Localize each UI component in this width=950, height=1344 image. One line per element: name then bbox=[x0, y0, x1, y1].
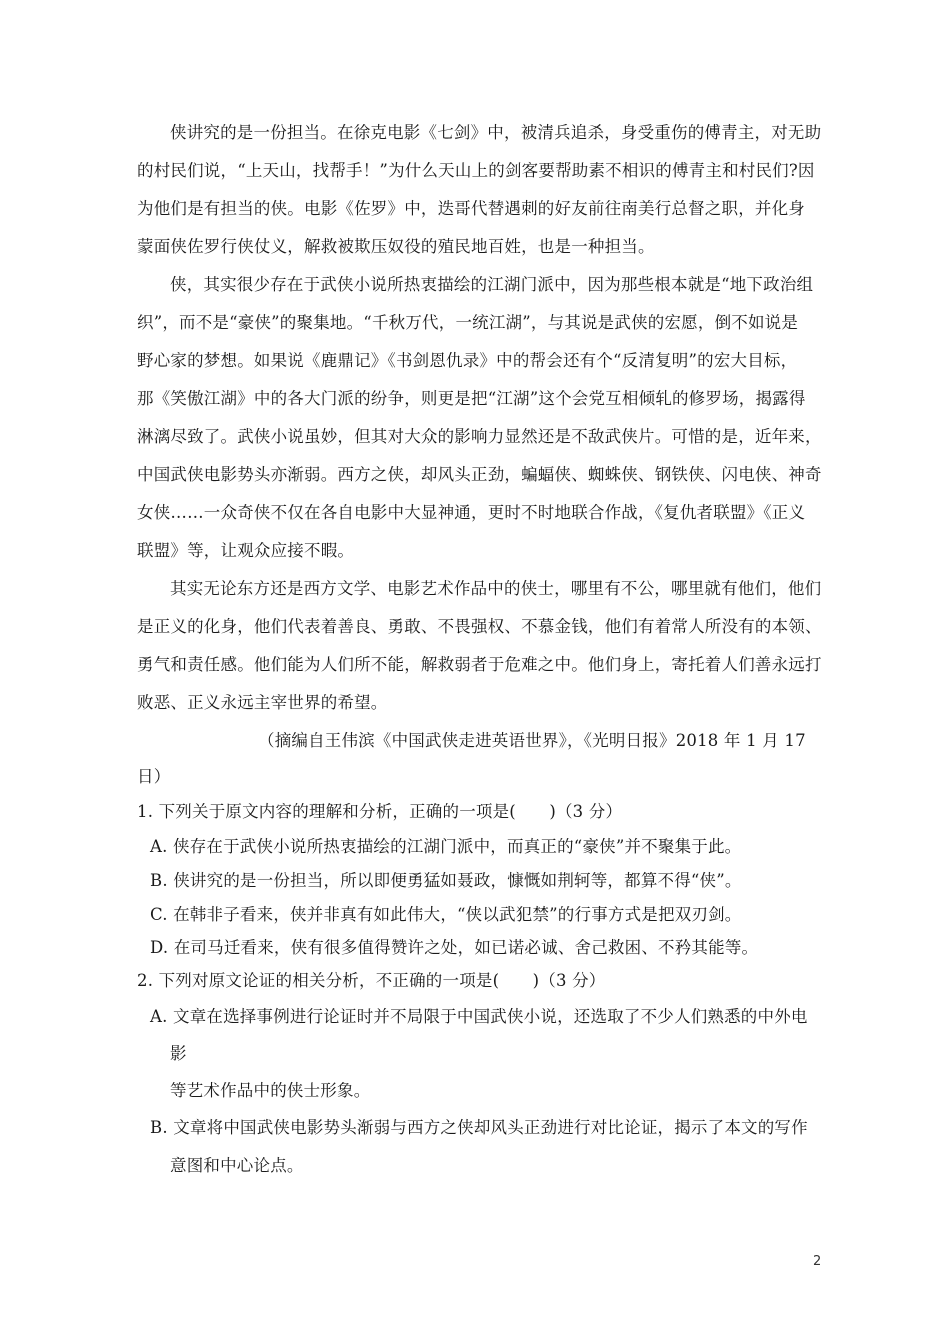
paragraph-3-line-4: 败恶、正义永远主宰世界的希望。 bbox=[137, 693, 388, 712]
paragraph-3-line-1: 其实无论东方还是西方文学、电影艺术作品中的侠士，哪里有不公，哪里就有他们，他们 bbox=[170, 579, 822, 598]
paragraph-1-line-4: 蒙面侠佐罗行侠仗义，解救被欺压奴役的殖民地百姓，也是一种担当。 bbox=[137, 237, 655, 256]
citation-line-2: 日） bbox=[137, 767, 171, 786]
question-2-option-a-line-2: 影 bbox=[170, 1044, 187, 1063]
question-2-stem: 2. 下列对原文论证的相关分析，不正确的一项是( )（3 分） bbox=[137, 971, 606, 990]
paragraph-2-line-4: 那《笑傲江湖》中的各大门派的纷争，则更是把“江湖”这个会党互相倾轧的修罗场，揭露得 bbox=[137, 389, 806, 408]
paragraph-2-line-2: 织”，而不是“豪侠”的聚集地。“千秋万代，一统江湖”，与其说是武侠的宏愿，倒不如说是 bbox=[137, 313, 799, 332]
citation-line-1: （摘编自王伟滨《中国武侠走进英语世界》，《光明日报》2018 年 1 月 17 bbox=[258, 731, 806, 750]
question-2-option-a-line-3: 等艺术作品中的侠士形象。 bbox=[170, 1081, 371, 1100]
question-1-option-c: C. 在韩非子看来，侠并非真有如此伟大，“侠以武犯禁”的行事方式是把双刃剑。 bbox=[150, 905, 742, 924]
page-number: 2 bbox=[813, 1254, 822, 1269]
paragraph-1-line-3: 为他们是有担当的侠。电影《佐罗》中，迭哥代替遇刺的好友前往南美行总督之职，并化身 bbox=[137, 199, 805, 218]
paragraph-2-line-5: 淋漓尽致了。武侠小说虽妙，但其对大众的影响力显然还是不敌武侠片。可惜的是，近年来， bbox=[137, 427, 822, 446]
question-2-option-a-line-1: A. 文章在选择事例进行论证时并不局限于中国武侠小说，还选取了不少人们熟悉的中外电 bbox=[150, 1007, 808, 1026]
question-1-option-a: A. 侠存在于武侠小说所热衷描绘的江湖门派中，而真正的“豪侠”并不聚集于此。 bbox=[150, 837, 742, 856]
question-1-option-d: D. 在司马迁看来，侠有很多值得赞许之处，如已诺必诚、舍己救困、不矜其能等。 bbox=[150, 938, 759, 957]
paragraph-2-line-6: 中国武侠电影势头亦渐弱。西方之侠，却风头正劲，蝙蝠侠、蜘蛛侠、钢铁侠、闪电侠、神奇 bbox=[137, 465, 822, 484]
paragraph-2-line-8: 联盟》等，让观众应接不暇。 bbox=[137, 541, 355, 560]
paragraph-3-line-3: 勇气和责任感。他们能为人们所不能，解救弱者于危难之中。他们身上，寄托着人们善永远打 bbox=[137, 655, 822, 674]
paragraph-2-line-3: 野心家的梦想。如果说《鹿鼎记》《书剑恩仇录》中的帮会还有个“反清复明”的宏大目标， bbox=[137, 351, 798, 370]
question-2-option-b-line-2: 意图和中心论点。 bbox=[170, 1156, 304, 1175]
paragraph-1-line-1: 侠讲究的是一份担当。在徐克电影《七剑》中，被清兵追杀，身受重伤的傅青主，对无助 bbox=[170, 123, 822, 142]
question-1-stem: 1. 下列关于原文内容的理解和分析，正确的一项是( )（3 分） bbox=[137, 802, 623, 821]
question-1-option-b: B. 侠讲究的是一份担当，所以即便勇猛如聂政，慷慨如荆轲等，都算不得“侠”。 bbox=[150, 871, 742, 890]
paragraph-2-line-7: 女侠……一众奇侠不仅在各自电影中大显神通，更时不时地联合作战，《复仇者联盟》《正义 bbox=[137, 503, 806, 522]
question-2-option-b-line-1: B. 文章将中国武侠电影势头渐弱与西方之侠却风头正劲进行对比论证，揭示了本文的写作 bbox=[150, 1118, 808, 1137]
paragraph-2-line-1: 侠，其实很少存在于武侠小说所热衷描绘的江湖门派中，因为那些根本就是“地下政治组 bbox=[170, 275, 814, 294]
paragraph-1-line-2: 的村民们说，“上天山，找帮手！”为什么天山上的剑客要帮助素不相识的傅青主和村民们?因 bbox=[137, 161, 815, 180]
paragraph-3-line-2: 是正义的化身，他们代表着善良、勇敢、不畏强权、不慕金钱，他们有着常人所没有的本领、 bbox=[137, 617, 822, 636]
